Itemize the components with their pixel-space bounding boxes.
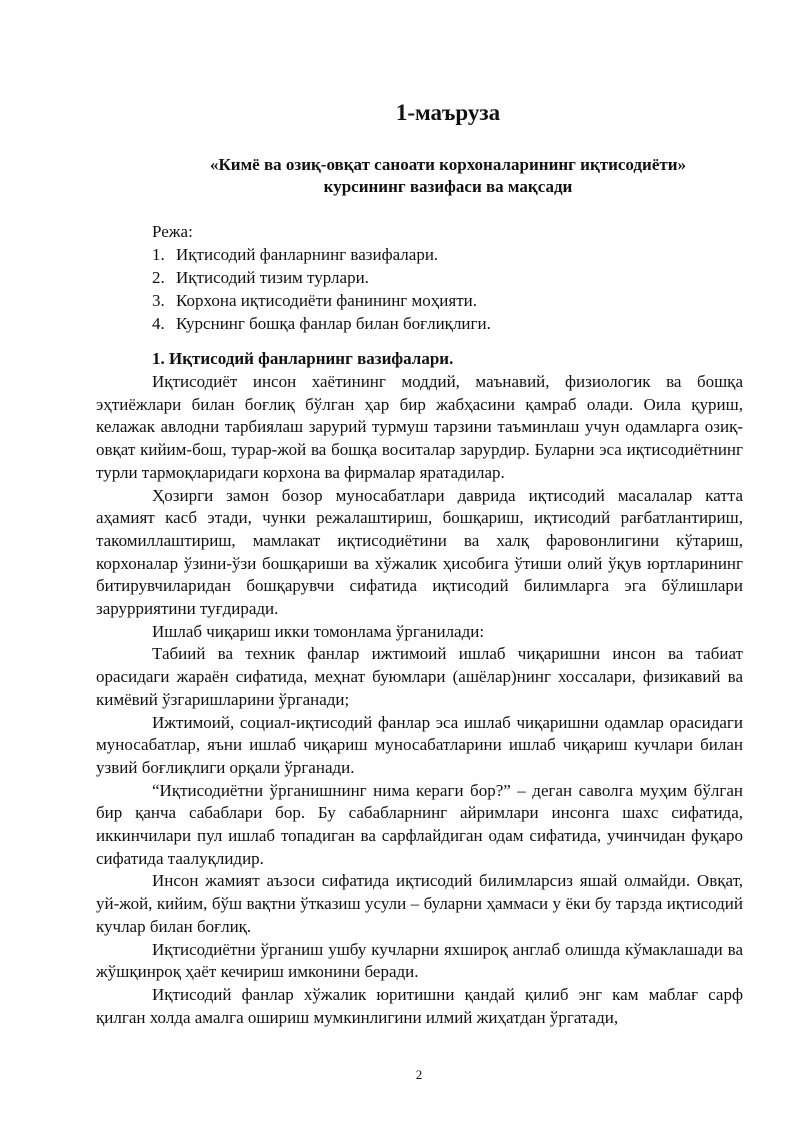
paragraph: Иқтисодиёт инсон хаётининг моддий, маънавий, физиологик ва бошқа эҳтиёжлари билан боғлиқ бўлган ҳар бир жабҳасини қамраб олади. Оила қуриш, келажак авлодни тарбиялаш зарурий турмуш тарзини таъминлаш учун одамларга озиқ-овқат кийим-бош, турар-жой ва бошқа воситалар зарурдир. Буларни эса иқтисодиётнинг турли тармоқларидаги корхона ва фирмалар яратадилар.: [96, 372, 743, 482]
plan-item: [152, 289, 491, 312]
body-text: [96, 371, 743, 1029]
paragraph: Иқтисодиётни ўрганиш ушбу кучларни яхшироқ англаб олишда кўмаклашади ва жўшқинроқ ҳаёт кечириш имконини беради.: [96, 939, 743, 982]
plan-item: [152, 266, 491, 289]
course-subtitle-line-2: курсининг вазифаси ва мақсади: [323, 177, 573, 196]
plan-item-number: 2.: [152, 268, 165, 287]
plan-item-text: Иқтисодий фанларнинг вазифалари.: [176, 245, 439, 264]
plan-item-text: Иқтисодий тизим турлари.: [176, 268, 369, 287]
plan-item: [152, 312, 491, 335]
page-number: 2: [415, 1067, 423, 1082]
plan-item-number: 3.: [152, 291, 165, 310]
paragraph: Ишлаб чиқариш икки томонлама ўрганилади:: [152, 621, 485, 641]
plan-item-number: 1.: [152, 245, 165, 264]
paragraph: Ҳозирги замон бозор муносабатлари даврида иқтисодий масалалар катта аҳамият касб этади, чунки режалаштириш, бошқариш, иқтисодий рағбатлантириш, такомиллаштириш, мамлакат иқтисодиётини ва халқ фаровонлигини кўтариш, корхоналар ўзини-ўзи бошқариши ва хўжалик ҳисобига ўтиши олий ўқув юртларининг битирувчиларидан бошқарувчи сифатида иқтисодий билимларга эга бўлишлари зарурриятини туғдиради.: [96, 485, 743, 619]
course-subtitle-line-1: «Кимё ва озиқ-овқат саноати корхоналарининг иқтисодиёти»: [209, 155, 687, 174]
paragraph: Ижтимоий, социал-иқтисодий фанлар эса ишлаб чиқаришни одамлар орасидаги муносабатлар, яъни ишлаб чиқариш муносабатларини ишлаб чиқариш кучлари билан узвий боғлиқлиги орқали ўрганади.: [96, 712, 743, 777]
plan-item-text: Курснинг бошқа фанлар билан боғлиқлиги.: [176, 314, 491, 333]
plan-item-number: 4.: [152, 314, 165, 333]
paragraph: Инсон жамият аъзоси сифатида иқтисодий билимларсиз яшай олмайди. Овқат, уй-жой, кийим, бўш вақтни ўтказиш усули – буларни ҳаммаси у ёки бу тарзда иқтисодий кучлар билан боғлиқ.: [96, 871, 743, 936]
course-subtitle: [0, 154, 800, 198]
plan-item-text: Корхона иқтисодиёти фанининг моҳияти.: [176, 291, 477, 310]
plan-item: [152, 243, 491, 266]
paragraph: Иқтисодий фанлар хўжалик юритишни қандай қилиб энг кам маблағ сарф қилган холда амалга ошириш мумкинлигини илмий жиҳатдан ўргатади,: [96, 984, 743, 1027]
lecture-plan: [152, 220, 491, 335]
paragraph: Табиий ва техник фанлар ижтимоий ишлаб чиқаришни инсон ва табиат орасидаги жараён сифатида, меҳнат буюмлари (ашёлар)нинг хоссалари, физикавий ва кимёвий ўзгаришларини ўрганади;: [96, 644, 743, 709]
plan-list: [152, 243, 491, 335]
lecture-title: 1-маъруза: [395, 100, 501, 125]
plan-label: Режа:: [152, 222, 193, 241]
paragraph: “Иқтисодиётни ўрганишнинг нима кераги бор?” – деган саволга муҳим бўлган бир қанча сабаблари бор. Бу сабабларнинг айримлари инсонга шахс сифатида, иккинчилари пул ишлаб топадиган ва сарфлайдиган одам сифатида, учинчидан фуқаро сифатида таалуқлидир.: [96, 780, 743, 868]
section-heading: 1. Иқтисодий фанларнинг вазифалари.: [152, 349, 454, 368]
